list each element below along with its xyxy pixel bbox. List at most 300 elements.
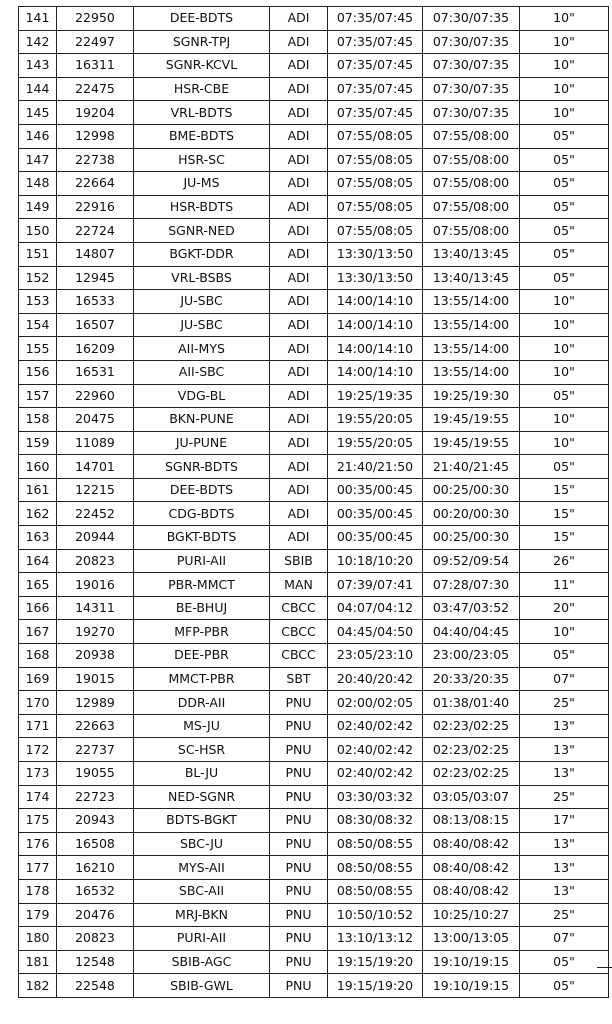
train-number-cell: 16533 xyxy=(57,290,134,314)
time-difference-cell: 05" xyxy=(520,384,609,408)
existing-timing-cell: 07:30/07:35 xyxy=(423,77,520,101)
table-row xyxy=(19,526,609,550)
train-number-cell: 22916 xyxy=(57,195,134,219)
table-row xyxy=(19,195,609,219)
time-difference-cell: 10" xyxy=(520,620,609,644)
serial-number-cell: 150 xyxy=(19,219,57,243)
station-code-cell: PNU xyxy=(270,738,328,762)
route-cell: SBC-JU xyxy=(134,832,270,856)
table-row xyxy=(19,337,609,361)
revised-timing-cell: 13:10/13:12 xyxy=(328,927,423,951)
station-code-cell: ADI xyxy=(270,266,328,290)
time-difference-cell: 05" xyxy=(520,148,609,172)
table-row xyxy=(19,856,609,880)
serial-number-cell: 175 xyxy=(19,809,57,833)
existing-timing-cell: 01:38/01:40 xyxy=(423,691,520,715)
route-cell: MYS-AII xyxy=(134,856,270,880)
station-code-cell: ADI xyxy=(270,101,328,125)
revised-timing-cell: 04:45/04:50 xyxy=(328,620,423,644)
serial-number-cell: 161 xyxy=(19,478,57,502)
table-row xyxy=(19,738,609,762)
existing-timing-cell: 07:28/07:30 xyxy=(423,573,520,597)
time-difference-cell: 13" xyxy=(520,738,609,762)
station-code-cell: PNU xyxy=(270,903,328,927)
station-code-cell: SBIB xyxy=(270,549,328,573)
serial-number-cell: 180 xyxy=(19,927,57,951)
existing-timing-cell: 07:30/07:35 xyxy=(423,54,520,78)
station-code-cell: PNU xyxy=(270,809,328,833)
serial-number-cell: 146 xyxy=(19,124,57,148)
time-difference-cell: 11" xyxy=(520,573,609,597)
serial-number-cell: 170 xyxy=(19,691,57,715)
station-code-cell: PNU xyxy=(270,856,328,880)
serial-number-cell: 163 xyxy=(19,526,57,550)
revised-timing-cell: 10:18/10:20 xyxy=(328,549,423,573)
time-difference-cell: 13" xyxy=(520,714,609,738)
train-number-cell: 16507 xyxy=(57,313,134,337)
route-cell: HSR-SC xyxy=(134,148,270,172)
station-code-cell: PNU xyxy=(270,785,328,809)
table-row xyxy=(19,903,609,927)
table-row xyxy=(19,762,609,786)
time-difference-cell: 10" xyxy=(520,54,609,78)
station-code-cell: PNU xyxy=(270,832,328,856)
train-number-cell: 22497 xyxy=(57,30,134,54)
serial-number-cell: 148 xyxy=(19,172,57,196)
existing-timing-cell: 07:55/08:00 xyxy=(423,195,520,219)
train-number-cell: 19270 xyxy=(57,620,134,644)
station-code-cell: ADI xyxy=(270,526,328,550)
table-row xyxy=(19,30,609,54)
revised-timing-cell: 07:35/07:45 xyxy=(328,7,423,31)
time-difference-cell: 05" xyxy=(520,242,609,266)
time-difference-cell: 10" xyxy=(520,7,609,31)
time-difference-cell: 10" xyxy=(520,431,609,455)
serial-number-cell: 145 xyxy=(19,101,57,125)
serial-number-cell: 152 xyxy=(19,266,57,290)
route-cell: PBR-MMCT xyxy=(134,573,270,597)
existing-timing-cell: 13:40/13:45 xyxy=(423,266,520,290)
route-cell: DEE-BDTS xyxy=(134,7,270,31)
route-cell: BL-JU xyxy=(134,762,270,786)
serial-number-cell: 168 xyxy=(19,644,57,668)
train-number-cell: 19204 xyxy=(57,101,134,125)
route-cell: BGKT-BDTS xyxy=(134,526,270,550)
route-cell: JU-MS xyxy=(134,172,270,196)
serial-number-cell: 166 xyxy=(19,596,57,620)
table-row xyxy=(19,148,609,172)
station-code-cell: ADI xyxy=(270,54,328,78)
existing-timing-cell: 13:40/13:45 xyxy=(423,242,520,266)
existing-timing-cell: 02:23/02:25 xyxy=(423,714,520,738)
route-cell: SGNR-BDTS xyxy=(134,455,270,479)
serial-number-cell: 182 xyxy=(19,974,57,998)
table-row xyxy=(19,644,609,668)
existing-timing-cell: 07:30/07:35 xyxy=(423,30,520,54)
train-number-cell: 20823 xyxy=(57,927,134,951)
table-row xyxy=(19,573,609,597)
station-code-cell: PNU xyxy=(270,974,328,998)
revised-timing-cell: 19:55/20:05 xyxy=(328,408,423,432)
existing-timing-cell: 23:00/23:05 xyxy=(423,644,520,668)
table-row xyxy=(19,879,609,903)
revised-timing-cell: 23:05/23:10 xyxy=(328,644,423,668)
table-row xyxy=(19,974,609,998)
revised-timing-cell: 07:35/07:45 xyxy=(328,101,423,125)
train-number-cell: 22452 xyxy=(57,502,134,526)
serial-number-cell: 174 xyxy=(19,785,57,809)
station-code-cell: ADI xyxy=(270,455,328,479)
time-difference-cell: 15" xyxy=(520,502,609,526)
route-cell: SGNR-KCVL xyxy=(134,54,270,78)
train-number-cell: 20476 xyxy=(57,903,134,927)
train-number-cell: 22737 xyxy=(57,738,134,762)
serial-number-cell: 164 xyxy=(19,549,57,573)
revised-timing-cell: 07:35/07:45 xyxy=(328,30,423,54)
serial-number-cell: 153 xyxy=(19,290,57,314)
station-code-cell: ADI xyxy=(270,313,328,337)
route-cell: NED-SGNR xyxy=(134,785,270,809)
serial-number-cell: 149 xyxy=(19,195,57,219)
table-row xyxy=(19,785,609,809)
time-difference-cell: 10" xyxy=(520,290,609,314)
existing-timing-cell: 07:55/08:00 xyxy=(423,172,520,196)
time-difference-cell: 25" xyxy=(520,785,609,809)
existing-timing-cell: 07:55/08:00 xyxy=(423,124,520,148)
existing-timing-cell: 13:55/14:00 xyxy=(423,337,520,361)
existing-timing-cell: 19:10/19:15 xyxy=(423,950,520,974)
route-cell: HSR-BDTS xyxy=(134,195,270,219)
table-row xyxy=(19,290,609,314)
revised-timing-cell: 20:40/20:42 xyxy=(328,667,423,691)
time-difference-cell: 05" xyxy=(520,124,609,148)
train-number-cell: 20938 xyxy=(57,644,134,668)
time-difference-cell: 15" xyxy=(520,478,609,502)
train-number-cell: 16209 xyxy=(57,337,134,361)
route-cell: VDG-BL xyxy=(134,384,270,408)
station-code-cell: SBT xyxy=(270,667,328,691)
revised-timing-cell: 19:15/19:20 xyxy=(328,950,423,974)
train-number-cell: 20475 xyxy=(57,408,134,432)
serial-number-cell: 167 xyxy=(19,620,57,644)
train-number-cell: 22738 xyxy=(57,148,134,172)
revised-timing-cell: 07:55/08:05 xyxy=(328,148,423,172)
serial-number-cell: 147 xyxy=(19,148,57,172)
train-number-cell: 16508 xyxy=(57,832,134,856)
train-number-cell: 16531 xyxy=(57,360,134,384)
time-difference-cell: 17" xyxy=(520,809,609,833)
serial-number-cell: 177 xyxy=(19,856,57,880)
existing-timing-cell: 19:10/19:15 xyxy=(423,974,520,998)
route-cell: SC-HSR xyxy=(134,738,270,762)
table-row xyxy=(19,384,609,408)
serial-number-cell: 173 xyxy=(19,762,57,786)
time-difference-cell: 20" xyxy=(520,596,609,620)
table-row xyxy=(19,620,609,644)
table-row xyxy=(19,408,609,432)
existing-timing-cell: 10:25/10:27 xyxy=(423,903,520,927)
train-number-cell: 22724 xyxy=(57,219,134,243)
train-number-cell: 22663 xyxy=(57,714,134,738)
route-cell: MS-JU xyxy=(134,714,270,738)
time-difference-cell: 13" xyxy=(520,879,609,903)
revised-timing-cell: 08:50/08:55 xyxy=(328,832,423,856)
table-row xyxy=(19,313,609,337)
table-row xyxy=(19,7,609,31)
time-difference-cell: 05" xyxy=(520,172,609,196)
table-row xyxy=(19,809,609,833)
route-cell: VRL-BSBS xyxy=(134,266,270,290)
revised-timing-cell: 02:40/02:42 xyxy=(328,762,423,786)
time-difference-cell: 05" xyxy=(520,195,609,219)
time-difference-cell: 10" xyxy=(520,101,609,125)
existing-timing-cell: 08:40/08:42 xyxy=(423,856,520,880)
time-difference-cell: 10" xyxy=(520,77,609,101)
route-cell: DEE-PBR xyxy=(134,644,270,668)
route-cell: BME-BDTS xyxy=(134,124,270,148)
table-row xyxy=(19,927,609,951)
train-number-cell: 22548 xyxy=(57,974,134,998)
table-row xyxy=(19,714,609,738)
table-row xyxy=(19,54,609,78)
route-cell: JU-SBC xyxy=(134,290,270,314)
existing-timing-cell: 09:52/09:54 xyxy=(423,549,520,573)
time-difference-cell: 10" xyxy=(520,337,609,361)
existing-timing-cell: 08:13/08:15 xyxy=(423,809,520,833)
existing-timing-cell: 13:00/13:05 xyxy=(423,927,520,951)
revised-timing-cell: 07:55/08:05 xyxy=(328,172,423,196)
station-code-cell: ADI xyxy=(270,384,328,408)
route-cell: SBIB-GWL xyxy=(134,974,270,998)
train-number-cell: 22664 xyxy=(57,172,134,196)
existing-timing-cell: 21:40/21:45 xyxy=(423,455,520,479)
time-difference-cell: 10" xyxy=(520,360,609,384)
existing-timing-cell: 13:55/14:00 xyxy=(423,360,520,384)
train-number-cell: 14807 xyxy=(57,242,134,266)
train-timing-table xyxy=(18,6,609,998)
existing-timing-cell: 08:40/08:42 xyxy=(423,832,520,856)
time-difference-cell: 05" xyxy=(520,644,609,668)
serial-number-cell: 162 xyxy=(19,502,57,526)
revised-timing-cell: 02:40/02:42 xyxy=(328,714,423,738)
table-body xyxy=(19,7,609,998)
existing-timing-cell: 07:55/08:00 xyxy=(423,148,520,172)
route-cell: PURI-AII xyxy=(134,549,270,573)
station-code-cell: ADI xyxy=(270,337,328,361)
existing-timing-cell: 19:45/19:55 xyxy=(423,408,520,432)
revised-timing-cell: 07:55/08:05 xyxy=(328,195,423,219)
serial-number-cell: 160 xyxy=(19,455,57,479)
station-code-cell: PNU xyxy=(270,714,328,738)
route-cell: SGNR-TPJ xyxy=(134,30,270,54)
serial-number-cell: 165 xyxy=(19,573,57,597)
station-code-cell: ADI xyxy=(270,124,328,148)
serial-number-cell: 154 xyxy=(19,313,57,337)
route-cell: DDR-AII xyxy=(134,691,270,715)
existing-timing-cell: 03:05/03:07 xyxy=(423,785,520,809)
revised-timing-cell: 19:15/19:20 xyxy=(328,974,423,998)
serial-number-cell: 171 xyxy=(19,714,57,738)
existing-timing-cell: 20:33/20:35 xyxy=(423,667,520,691)
existing-timing-cell: 00:25/00:30 xyxy=(423,526,520,550)
revised-timing-cell: 03:30/03:32 xyxy=(328,785,423,809)
existing-timing-cell: 03:47/03:52 xyxy=(423,596,520,620)
table-row xyxy=(19,124,609,148)
revised-timing-cell: 07:55/08:05 xyxy=(328,219,423,243)
route-cell: MFP-PBR xyxy=(134,620,270,644)
serial-number-cell: 144 xyxy=(19,77,57,101)
existing-timing-cell: 07:55/08:00 xyxy=(423,219,520,243)
table-row xyxy=(19,266,609,290)
serial-number-cell: 141 xyxy=(19,7,57,31)
train-number-cell: 16210 xyxy=(57,856,134,880)
revised-timing-cell: 08:30/08:32 xyxy=(328,809,423,833)
station-code-cell: ADI xyxy=(270,7,328,31)
train-number-cell: 16532 xyxy=(57,879,134,903)
existing-timing-cell: 02:23/02:25 xyxy=(423,762,520,786)
time-difference-cell: 05" xyxy=(520,950,609,974)
route-cell: VRL-BDTS xyxy=(134,101,270,125)
existing-timing-cell: 02:23/02:25 xyxy=(423,738,520,762)
station-code-cell: ADI xyxy=(270,77,328,101)
table-row xyxy=(19,950,609,974)
serial-number-cell: 176 xyxy=(19,832,57,856)
table-row xyxy=(19,502,609,526)
train-number-cell: 16311 xyxy=(57,54,134,78)
serial-number-cell: 172 xyxy=(19,738,57,762)
serial-number-cell: 143 xyxy=(19,54,57,78)
time-difference-cell: 25" xyxy=(520,691,609,715)
revised-timing-cell: 00:35/00:45 xyxy=(328,478,423,502)
station-code-cell: ADI xyxy=(270,219,328,243)
station-code-cell: CBCC xyxy=(270,620,328,644)
revised-timing-cell: 07:35/07:45 xyxy=(328,77,423,101)
time-difference-cell: 13" xyxy=(520,762,609,786)
revised-timing-cell: 14:00/14:10 xyxy=(328,337,423,361)
train-number-cell: 11089 xyxy=(57,431,134,455)
existing-timing-cell: 19:45/19:55 xyxy=(423,431,520,455)
station-code-cell: MAN xyxy=(270,573,328,597)
time-difference-cell: 13" xyxy=(520,832,609,856)
route-cell: DEE-BDTS xyxy=(134,478,270,502)
time-difference-cell: 05" xyxy=(520,266,609,290)
serial-number-cell: 179 xyxy=(19,903,57,927)
route-cell: SBC-AII xyxy=(134,879,270,903)
table-row xyxy=(19,832,609,856)
table-row xyxy=(19,172,609,196)
serial-number-cell: 151 xyxy=(19,242,57,266)
station-code-cell: CBCC xyxy=(270,596,328,620)
time-difference-cell: 05" xyxy=(520,974,609,998)
time-difference-cell: 10" xyxy=(520,408,609,432)
revised-timing-cell: 13:30/13:50 xyxy=(328,266,423,290)
train-number-cell: 19015 xyxy=(57,667,134,691)
train-number-cell: 19055 xyxy=(57,762,134,786)
train-number-cell: 12998 xyxy=(57,124,134,148)
revised-timing-cell: 19:25/19:35 xyxy=(328,384,423,408)
revised-timing-cell: 14:00/14:10 xyxy=(328,290,423,314)
existing-timing-cell: 19:25/19:30 xyxy=(423,384,520,408)
train-number-cell: 19016 xyxy=(57,573,134,597)
revised-timing-cell: 07:55/08:05 xyxy=(328,124,423,148)
existing-timing-cell: 13:55/14:00 xyxy=(423,290,520,314)
route-cell: BDTS-BGKT xyxy=(134,809,270,833)
revised-timing-cell: 02:00/02:05 xyxy=(328,691,423,715)
train-number-cell: 14311 xyxy=(57,596,134,620)
serial-number-cell: 158 xyxy=(19,408,57,432)
station-code-cell: ADI xyxy=(270,360,328,384)
table-row xyxy=(19,596,609,620)
route-cell: PURI-AII xyxy=(134,927,270,951)
revised-timing-cell: 00:35/00:45 xyxy=(328,526,423,550)
serial-number-cell: 155 xyxy=(19,337,57,361)
time-difference-cell: 07" xyxy=(520,927,609,951)
existing-timing-cell: 08:40/08:42 xyxy=(423,879,520,903)
train-number-cell: 22475 xyxy=(57,77,134,101)
revised-timing-cell: 13:30/13:50 xyxy=(328,242,423,266)
train-number-cell: 14701 xyxy=(57,455,134,479)
time-difference-cell: 25" xyxy=(520,903,609,927)
station-code-cell: PNU xyxy=(270,950,328,974)
time-difference-cell: 10" xyxy=(520,30,609,54)
revised-timing-cell: 08:50/08:55 xyxy=(328,879,423,903)
route-cell: JU-PUNE xyxy=(134,431,270,455)
existing-timing-cell: 07:30/07:35 xyxy=(423,7,520,31)
route-cell: AII-MYS xyxy=(134,337,270,361)
table-row xyxy=(19,242,609,266)
table-row xyxy=(19,431,609,455)
station-code-cell: PNU xyxy=(270,879,328,903)
route-cell: BKN-PUNE xyxy=(134,408,270,432)
existing-timing-cell: 00:20/00:30 xyxy=(423,502,520,526)
time-difference-cell: 13" xyxy=(520,856,609,880)
stray-rule-line xyxy=(597,967,612,968)
table-row xyxy=(19,667,609,691)
train-number-cell: 20823 xyxy=(57,549,134,573)
station-code-cell: PNU xyxy=(270,762,328,786)
revised-timing-cell: 04:07/04:12 xyxy=(328,596,423,620)
table-row xyxy=(19,101,609,125)
station-code-cell: ADI xyxy=(270,431,328,455)
train-number-cell: 22723 xyxy=(57,785,134,809)
table-row xyxy=(19,478,609,502)
station-code-cell: ADI xyxy=(270,148,328,172)
revised-timing-cell: 07:39/07:41 xyxy=(328,573,423,597)
serial-number-cell: 169 xyxy=(19,667,57,691)
time-difference-cell: 07" xyxy=(520,667,609,691)
serial-number-cell: 178 xyxy=(19,879,57,903)
table-row xyxy=(19,77,609,101)
route-cell: JU-SBC xyxy=(134,313,270,337)
route-cell: AII-SBC xyxy=(134,360,270,384)
time-difference-cell: 05" xyxy=(520,219,609,243)
serial-number-cell: 181 xyxy=(19,950,57,974)
station-code-cell: ADI xyxy=(270,290,328,314)
table-row xyxy=(19,691,609,715)
train-number-cell: 12215 xyxy=(57,478,134,502)
train-number-cell: 12548 xyxy=(57,950,134,974)
revised-timing-cell: 07:35/07:45 xyxy=(328,54,423,78)
time-difference-cell: 15" xyxy=(520,526,609,550)
revised-timing-cell: 00:35/00:45 xyxy=(328,502,423,526)
revised-timing-cell: 14:00/14:10 xyxy=(328,313,423,337)
station-code-cell: ADI xyxy=(270,195,328,219)
route-cell: CDG-BDTS xyxy=(134,502,270,526)
station-code-cell: ADI xyxy=(270,172,328,196)
train-number-cell: 22960 xyxy=(57,384,134,408)
serial-number-cell: 157 xyxy=(19,384,57,408)
existing-timing-cell: 07:30/07:35 xyxy=(423,101,520,125)
